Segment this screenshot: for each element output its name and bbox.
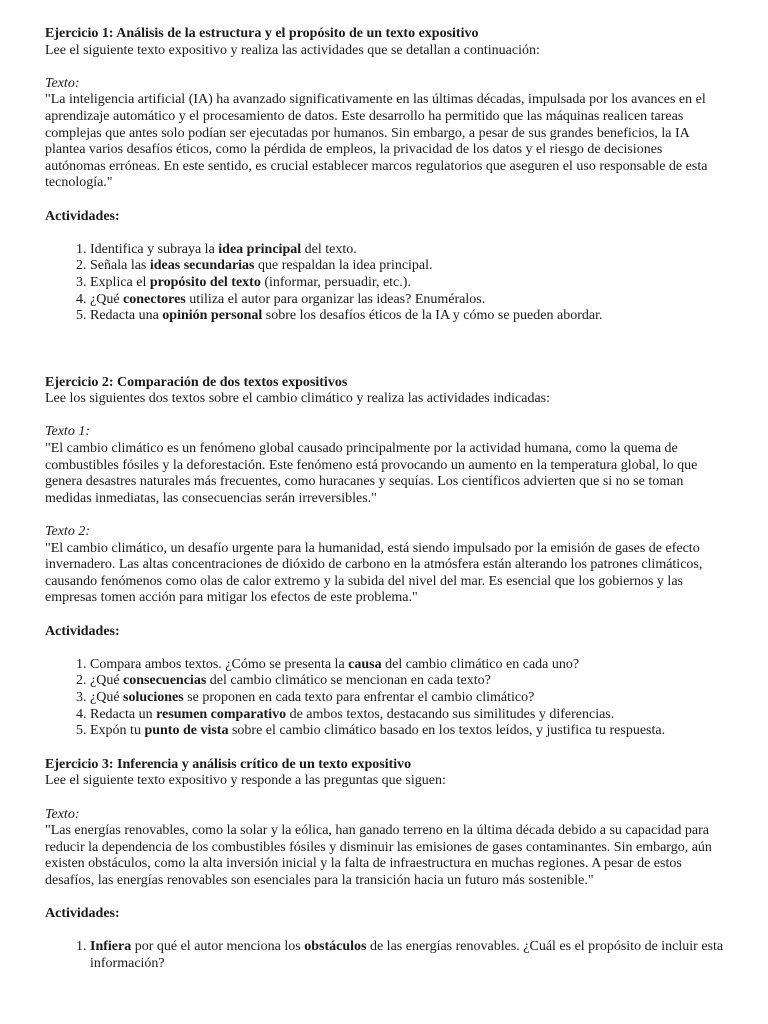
activity-item: 3. ¿Qué soluciones se proponen en cada texto para enfrentar el cambio climático? [90, 690, 725, 707]
activity-item: 3. Explica el propósito del texto (informar, persuadir, etc.). [90, 275, 725, 292]
exercise-title: Ejercicio 1: Análisis de la estructura y el propósito de un texto expositivo [45, 26, 479, 41]
exercise-title: Ejercicio 3: Inferencia y análisis crítico de un texto expositivo [45, 756, 412, 772]
text-label: Texto: [45, 806, 80, 822]
exercise-3 [45, 757, 725, 973]
activity-item: 1. Identifica y subraya la idea principal del texto. [90, 242, 725, 259]
exercise-2 [45, 375, 725, 740]
activity-item: 1. Compara ambos textos. ¿Cómo se presenta la causa del cambio climático en cada uno? [90, 657, 725, 674]
activities-title: Actividades: [45, 906, 120, 922]
activity-item: 4. ¿Qué conectores utiliza el autor para organizar las ideas? Enuméralos. [90, 292, 725, 309]
document [45, 26, 725, 972]
activities-list [45, 657, 725, 740]
activity-item: 5. Redacta una opinión personal sobre los desafíos éticos de la IA y cómo se pueden abordar. [90, 308, 725, 325]
activities-title: Actividades: [45, 623, 120, 639]
exercise-1 [45, 26, 725, 325]
exercise-intro: Lee los siguientes dos textos sobre el cambio climático y realiza las actividades indicadas: [45, 391, 551, 407]
activity-item: 5. Expón tu punto de vista sobre el cambio climático basado en los textos leídos, y justifica tu respuesta. [90, 723, 725, 740]
activity-item: 2. ¿Qué consecuencias del cambio climático se mencionan en cada texto? [90, 673, 725, 690]
activities-list [45, 939, 725, 972]
activity-item: 1. Infiera por qué el autor menciona los obstáculos de las energías renovables. ¿Cuál es el propósito de incluir esta información? [90, 939, 725, 972]
text-label: Texto 2: [45, 524, 90, 540]
text-label: Texto 1: [45, 424, 90, 440]
activities-title: Actividades: [45, 208, 120, 224]
exercise-intro: Lee el siguiente texto expositivo y realiza las actividades que se detallan a continuación: [45, 42, 540, 58]
exercise-title: Ejercicio 2: Comparación de dos textos expositivos [45, 374, 348, 390]
activity-item: 4. Redacta un resumen comparativo de ambos textos, destacando sus similitudes y diferencias. [90, 707, 725, 724]
text-body: "El cambio climático es un fenómeno global causado principalmente por la actividad humana, como la quema de combustibles fósiles y la deforestación. Este fenómeno está provocando un aumento en la temperatura global, lo que genera desastres naturales más frecuentes, como huracanes y sequías. Los científicos advierten que si no se toman medidas inmediatas, las consecuencias serán irreversibles." [45, 441, 698, 506]
text-body: "Las energías renovables, como la solar y la eólica, han ganado terreno en la última década debido a su capacidad para reducir la dependencia de los combustibles fósiles y disminuir las emisiones de gases contaminantes. Sin embargo, aún existen obstáculos, como la alta inversión inicial y la falta de infraestructura en muchas regiones. A pesar de estos desafíos, las energías renovables son esenciales para la transición hacia un futuro más sostenible." [45, 823, 712, 888]
text-label: Texto: [45, 75, 80, 91]
activity-item: 2. Señala las ideas secundarias que respaldan la idea principal. [90, 258, 725, 275]
text-body: "El cambio climático, un desafío urgente para la humanidad, está siendo impulsado por la emisión de gases de efecto invernadero. Las altas concentraciones de dióxido de carbono en la atmósfera están alterando los patrones climáticos, causando fenómenos como olas de calor extremo y la subida del nivel del mar. Es esencial que los gobiernos y las empresas tomen acción para mitigar los efectos de este problema." [45, 540, 703, 606]
exercise-intro: Lee el siguiente texto expositivo y responde a las preguntas que siguen: [45, 773, 446, 789]
text-body: "La inteligencia artificial (IA) ha avanzado significativamente en las últimas décadas, impulsada por los avances en el aprendizaje automático y el procesamiento de datos. Este desarrollo ha permitido que las máquinas realicen tareas complejas que antes solo podían ser ejecutadas por humanos. Sin embargo, a pesar de sus grandes beneficios, la IA plantea varios desafíos éticos, como la pérdida de empleos, la privacidad de los datos y el riesgo de decisiones autónomas erróneas. En este sentido, es crucial establecer marcos regulatorios que aseguren el uso responsable de esta tecnología." [45, 92, 708, 191]
activities-list [45, 242, 725, 325]
